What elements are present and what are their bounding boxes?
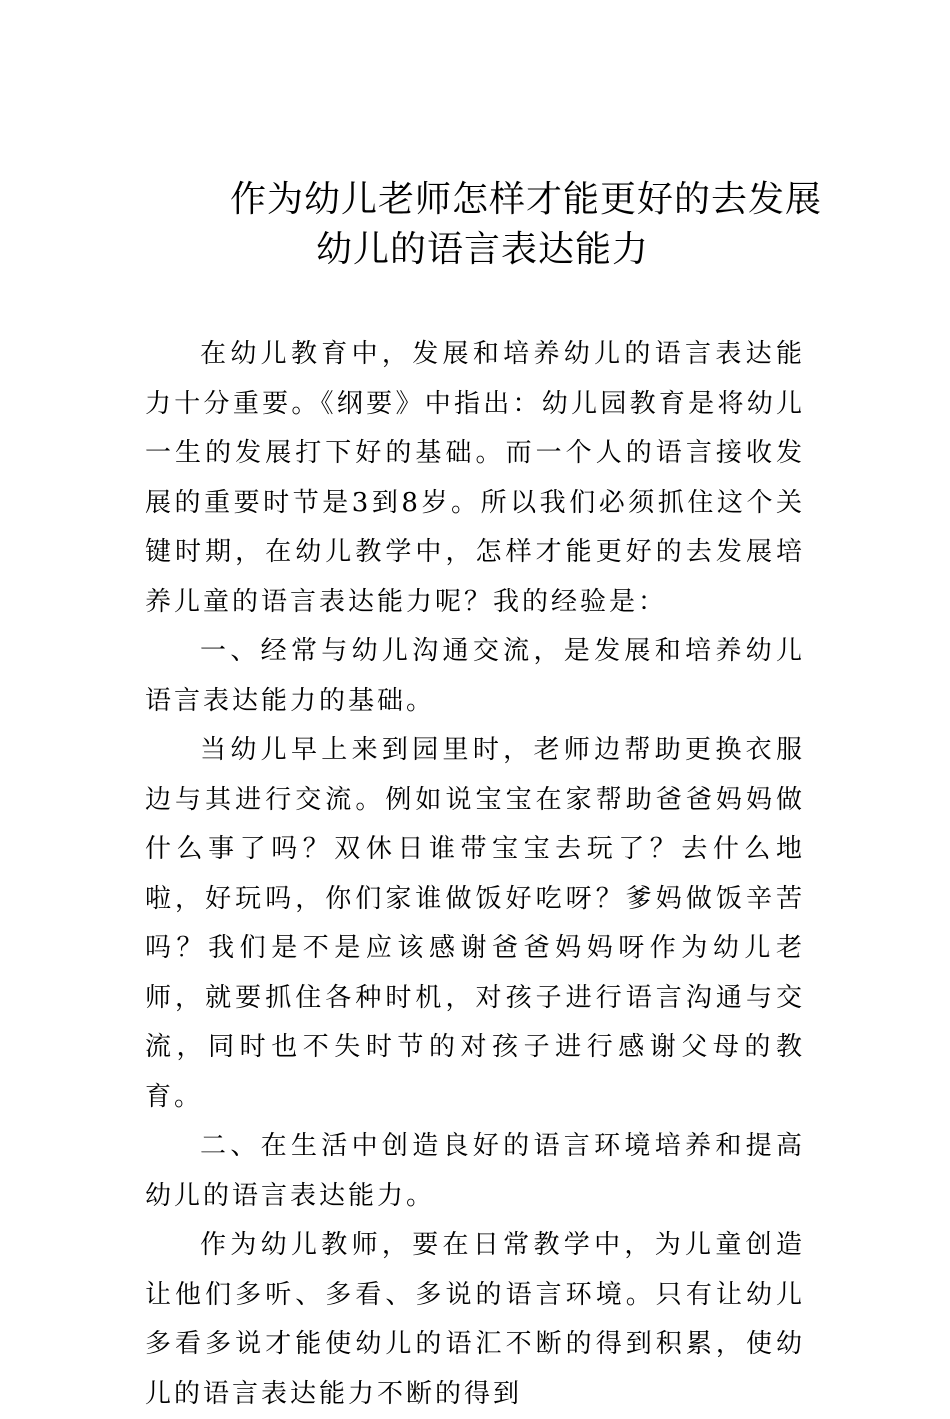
document-body bbox=[145, 330, 805, 1419]
document-title-line-1: 作为幼儿老师怎样才能更好的去发展 bbox=[230, 179, 823, 220]
paragraph-example: 当幼儿早上来到园里时，老师边帮助更换衣服边与其进行交流。例如说宝宝在家帮助爸爸妈妈做什么事了吗？双休日谁带宝宝去玩了？去什么地啦，好玩吗，你们家谁做饭好吃呀？爹妈做饭辛苦吗？我们是不是应该感谢爸爸妈妈呀作为幼儿老师，就要抓住各种时机，对孩子进行语言沟通与交流，同时也不失时节的对孩子进行感谢父母的教育。 bbox=[145, 735, 805, 1112]
paragraph-heading-1: 一、经常与幼儿沟通交流，是发展和培养幼儿语言表达能力的基础。 bbox=[145, 636, 805, 716]
document-title-line-2: 幼儿的语言表达能力 bbox=[316, 229, 650, 270]
paragraph-heading-2: 二、在生活中创造良好的语言环境培养和提高幼儿的语言表达能力。 bbox=[145, 1131, 805, 1211]
paragraph-environment: 作为幼儿教师，要在日常教学中，为儿童创造让他们多听、多看、多说的语言环境。只有让幼儿多看多说才能使幼儿的语汇不断的得到积累，使幼儿的语言表达能力不断的得到 bbox=[145, 1230, 805, 1409]
paragraph-intro: 在幼儿教育中，发展和培养幼儿的语言表达能力十分重要。《纲要》中指出：幼儿园教育是将幼儿一生的发展打下好的基础。而一个人的语言接收发展的重要时节是3到8岁。所以我们必须抓住这个关键时期，在幼儿教学中，怎样才能更好的去发展培养儿童的语言表达能力呢？我的经验是： bbox=[145, 339, 805, 617]
